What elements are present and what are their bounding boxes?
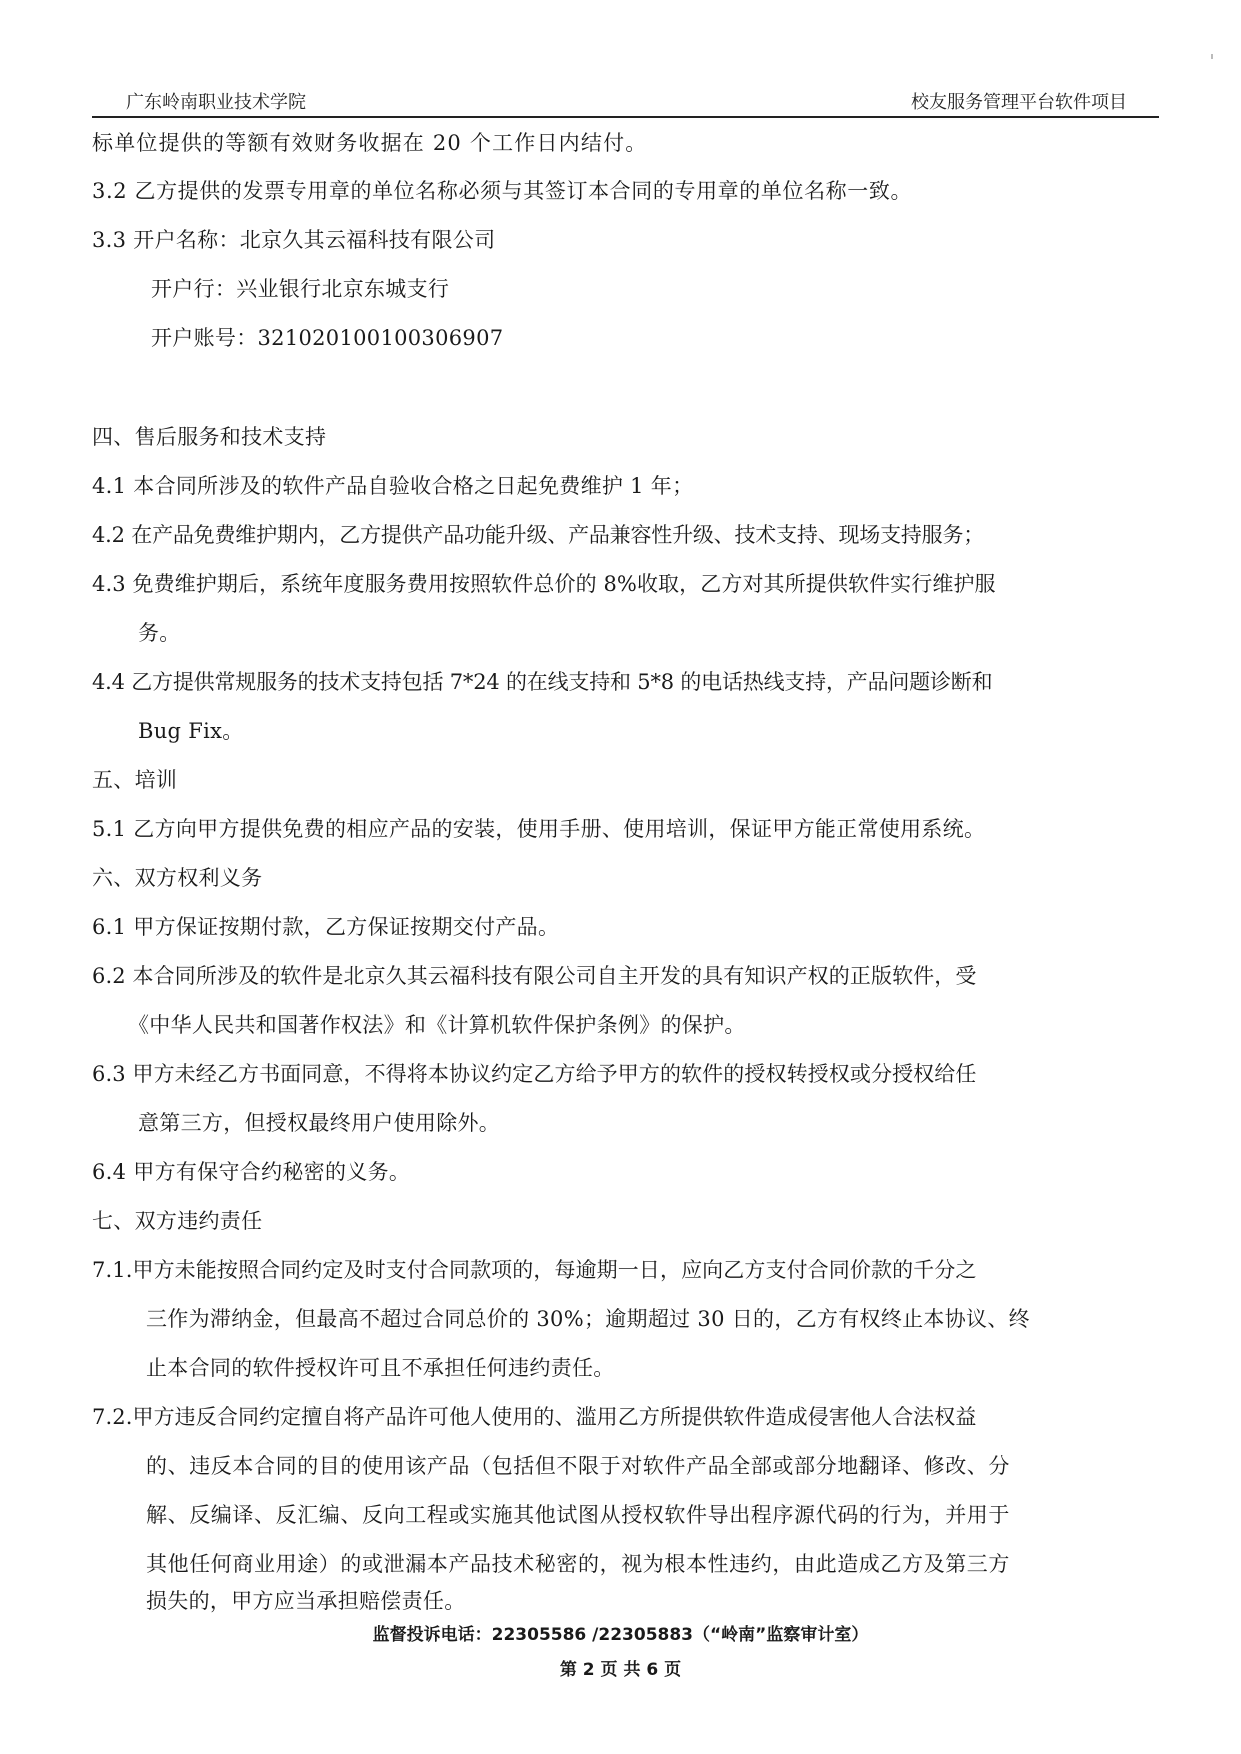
section-heading: 六、双方权利义务 (92, 866, 263, 890)
text-line: 损失的，甲方应当承担赔偿责任。 (146, 1589, 466, 1613)
page-header (92, 84, 1159, 118)
text-line: 4.4 乙方提供常规服务的技术支持包括 7*24 的在线支持和 5*8 的电话热线支持，产品问题诊断和 (92, 670, 993, 694)
text-line: 3.3 开户名称：北京久其云福科技有限公司 (92, 228, 496, 252)
text-line: 务。 (138, 621, 181, 645)
text-line: 6.3 甲方未经乙方书面同意，不得将本协议约定乙方给予甲方的软件的授权转授权或分授权给任 (92, 1062, 977, 1086)
text-line: 开户行：兴业银行北京东城支行 (151, 277, 450, 301)
text-line: 《中华人民共和国著作权法》和《计算机软件保护条例》的保护。 (128, 1013, 746, 1037)
footer-contact: 监督投诉电话：22305586 /22305883（“岭南”监察审计室） (372, 1625, 869, 1645)
text-line: 其他任何商业用途）的或泄漏本产品技术秘密的，视为根本性违约，由此造成乙方及第三方 (146, 1552, 1010, 1576)
header-institution: 广东岭南职业技术学院 (126, 92, 306, 113)
text-line: 6.1 甲方保证按期付款，乙方保证按期交付产品。 (92, 915, 560, 939)
text-line: 7.2.甲方违反合同约定擅自将产品许可他人使用的、滥用乙方所提供软件造成侵害他人合法权益 (92, 1405, 977, 1429)
section-heading: 七、双方违约责任 (92, 1209, 263, 1233)
text-line: 标单位提供的等额有效财务收据在 20 个工作日内结付。 (92, 131, 648, 155)
text-line: 解、反编译、反汇编、反向工程或实施其他试图从授权软件导出程序源代码的行为，并用于 (146, 1503, 1010, 1527)
page-number: 第 2 页 共 6 页 (559, 1660, 682, 1680)
text-line: 4.3 免费维护期后，系统年度服务费用按照软件总价的 8%收取，乙方对其所提供软件实行维护服 (92, 572, 996, 596)
section-heading: 五、培训 (92, 768, 178, 792)
header-project: 校友服务管理平台软件项目 (911, 92, 1127, 113)
text-line: 5.1 乙方向甲方提供免费的相应产品的安装，使用手册、使用培训，保证甲方能正常使用系统。 (92, 817, 986, 841)
text-line: 止本合同的软件授权许可且不承担任何违约责任。 (146, 1356, 615, 1380)
text-line: 6.2 本合同所涉及的软件是北京久其云福科技有限公司自主开发的具有知识产权的正版软件，受 (92, 964, 977, 988)
text-line: 4.2 在产品免费维护期内，乙方提供产品功能升级、产品兼容性升级、技术支持、现场支持服务； (92, 523, 985, 547)
text-line: 开户账号：321020100100306907 (151, 326, 504, 350)
text-line: 6.4 甲方有保守合约秘密的义务。 (92, 1160, 411, 1184)
text-line: 3.2 乙方提供的发票专用章的单位名称必须与其签订本合同的专用章的单位名称一致。 (92, 179, 913, 203)
text-line: Bug Fix。 (138, 719, 244, 743)
text-line: 的、违反本合同的目的使用该产品（包括但不限于对软件产品全部或部分地翻译、修改、分 (146, 1454, 1010, 1478)
scan-speck (1211, 54, 1213, 59)
section-heading: 四、售后服务和技术支持 (92, 425, 327, 449)
text-line: 4.1 本合同所涉及的软件产品自验收合格之日起免费维护 1 年； (92, 474, 694, 498)
text-line: 三作为滞纳金，但最高不超过合同总价的 30%；逾期超过 30 日的，乙方有权终止本协议、终 (146, 1307, 1030, 1331)
text-line: 意第三方，但授权最终用户使用除外。 (138, 1111, 501, 1135)
text-line: 7.1.甲方未能按照合同约定及时支付合同款项的，每逾期一日，应向乙方支付合同价款的千分之 (92, 1258, 977, 1282)
